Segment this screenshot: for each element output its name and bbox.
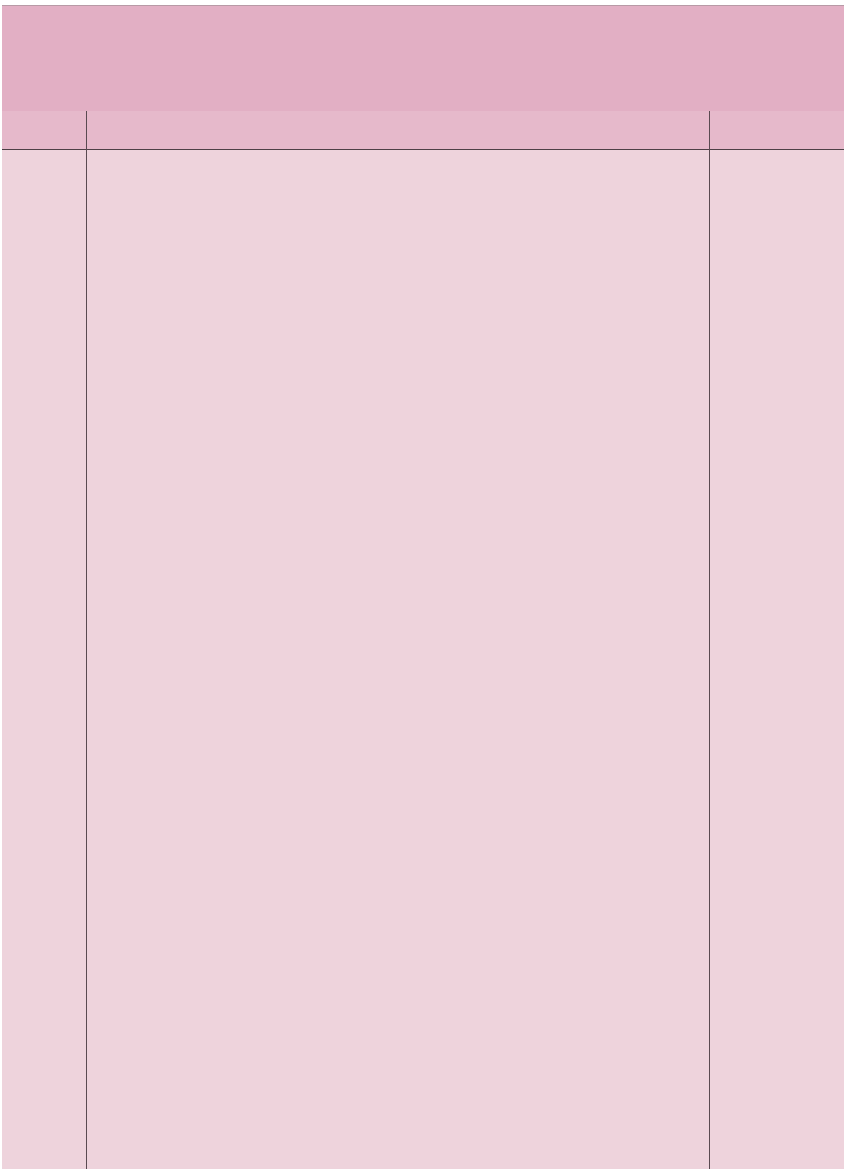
header-kill-numbers	[87, 111, 709, 149]
title-bar	[2, 5, 844, 112]
column-divider	[709, 111, 710, 1169]
lottery-sheet	[2, 5, 844, 1169]
column-divider	[86, 111, 87, 1169]
header-correct	[710, 111, 844, 149]
header-period	[2, 111, 86, 149]
header-row	[2, 111, 844, 150]
